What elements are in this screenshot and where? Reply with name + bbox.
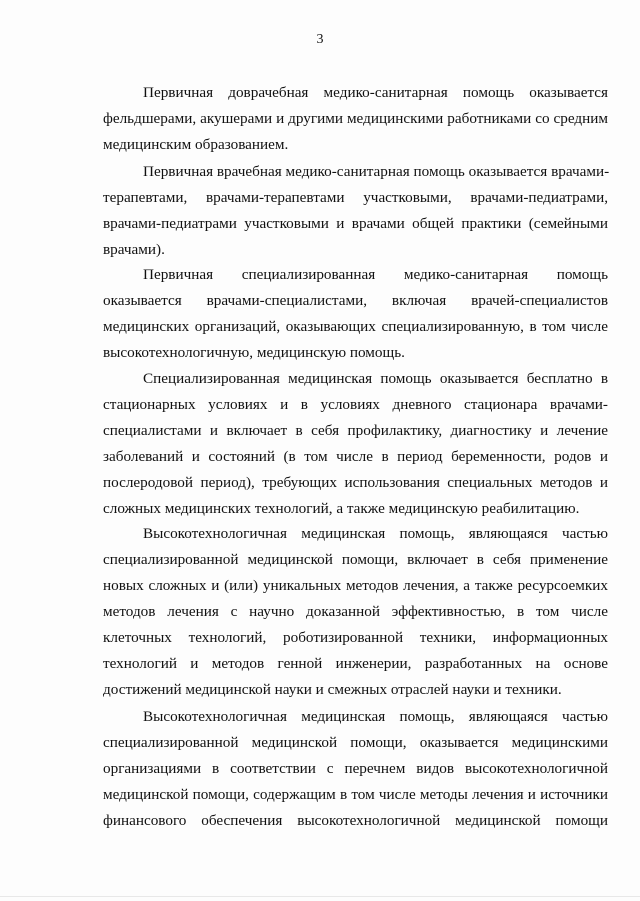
paragraph-2-line-3: врачами-педиатрами участковыми и врачами общей практики (семейными xyxy=(103,215,608,232)
paragraph-5-line-1: Высокотехнологичная медицинская помощь, являющаяся частью xyxy=(143,525,608,542)
paragraph-4-line-1: Специализированная медицинская помощь оказывается бесплатно в xyxy=(143,370,608,387)
paragraph-5-line-7: достижений медицинской науки и смежных отраслей науки и техники. xyxy=(103,681,562,698)
paragraph-4-line-3: специалистами и включает в себя профилактику, диагностику и лечение xyxy=(103,422,608,439)
paragraph-1-line-3: медицинским образованием. xyxy=(103,136,289,153)
paragraph-5-line-2: специализированной медицинской помощи, включает в себя применение xyxy=(103,551,608,568)
page-number: 3 xyxy=(316,32,324,47)
paragraph-2-line-4: врачами). xyxy=(103,241,165,258)
paragraph-4-line-4: заболеваний и состояний (в том числе в период беременности, родов и xyxy=(103,448,608,465)
paragraph-2-line-2: терапевтами, врачами-терапевтами участковыми, врачами-педиатрами, xyxy=(103,189,608,206)
paragraph-6-line-3: организациями в соответствии с перечнем видов высокотехнологичной xyxy=(103,760,608,777)
paragraph-3-line-3: медицинских организаций, оказывающих специализированную, в том числе xyxy=(103,318,608,335)
paragraph-5-line-4: методов лечения с научно доказанной эффективностью, в том числе xyxy=(103,603,608,620)
paragraph-1-line-1: Первичная доврачебная медико-санитарная помощь оказывается xyxy=(143,84,608,101)
scan-bottom-edge xyxy=(0,896,640,897)
paragraph-3-line-4: высокотехнологичную, медицинскую помощь. xyxy=(103,344,405,361)
paragraph-4-line-2: стационарных условиях и в условиях дневного стационара врачами- xyxy=(103,396,608,413)
paragraph-5-line-3: новых сложных и (или) уникальных методов лечения, а также ресурсоемких xyxy=(103,577,608,594)
paragraph-6-line-4: медицинской помощи, содержащим в том числе методы лечения и источники xyxy=(103,786,608,803)
paragraph-6-line-1: Высокотехнологичная медицинская помощь, являющаяся частью xyxy=(143,708,608,725)
paragraph-5-line-6: технологий и методов генной инженерии, разработанных на основе xyxy=(103,655,608,672)
paragraph-6-line-5: финансового обеспечения высокотехнологичной медицинской помощи xyxy=(103,812,608,829)
paragraph-2-line-1: Первичная врачебная медико-санитарная помощь оказывается врачами- xyxy=(143,163,610,180)
paragraph-5-line-5: клеточных технологий, роботизированной техники, информационных xyxy=(103,629,608,646)
paragraph-4-line-5: послеродовой период), требующих использования специальных методов и xyxy=(103,474,608,491)
paragraph-1-line-2: фельдшерами, акушерами и другими медицинскими работниками со средним xyxy=(103,110,608,127)
paragraph-6-line-2: специализированной медицинской помощи, оказывается медицинскими xyxy=(103,734,608,751)
paragraph-3-line-2: оказывается врачами-специалистами, включая врачей-специалистов xyxy=(103,292,608,309)
paragraph-4-line-6: сложных медицинских технологий, а также медицинскую реабилитацию. xyxy=(103,500,580,517)
paragraph-3-line-1: Первичная специализированная медико-санитарная помощь xyxy=(143,266,608,283)
